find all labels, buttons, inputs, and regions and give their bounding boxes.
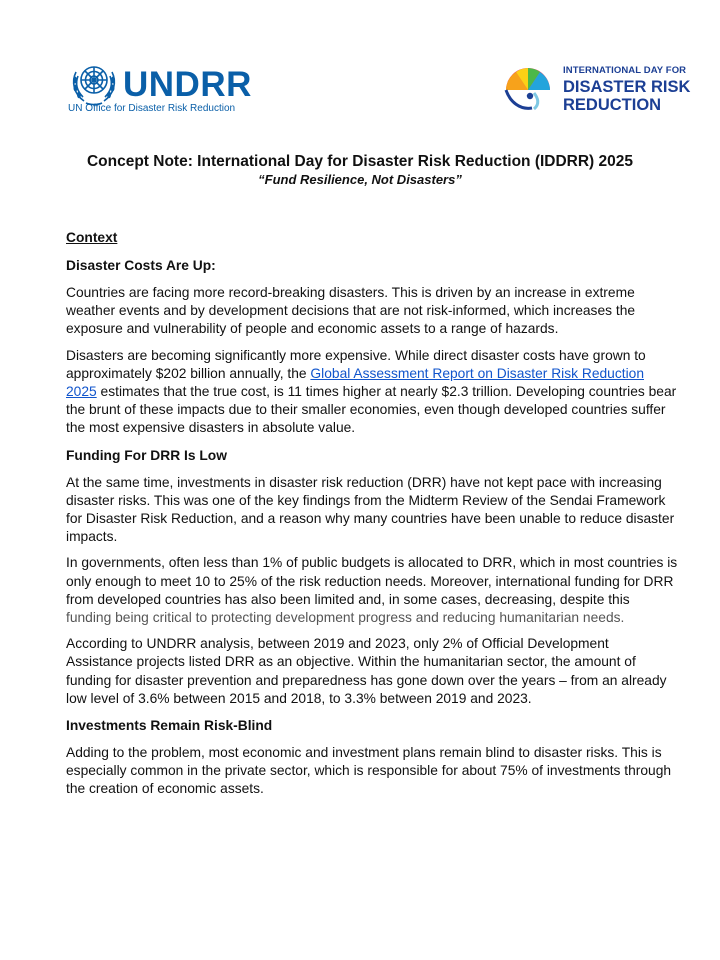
paragraph-costs-2 — [66, 347, 678, 438]
paragraph-costs-2-text-b: estimates that the true cost, is 11 times higher at nearly $2.3 trillion. Developing countries bear the brunt of these impacts due to their smaller economies, even though developed countries suffer the most expensive disasters in absolute value. — [66, 384, 677, 436]
title-block — [0, 152, 720, 188]
undrr-logo — [68, 58, 252, 118]
undrr-wordmark: UNDRR — [123, 65, 252, 104]
section-heading-context: Context — [66, 230, 118, 245]
subheading-funding: Funding For DRR Is Low — [66, 447, 227, 463]
paragraph-investments-1: Adding to the problem, most economic and investment plans remain blind to disaster risks. This is especially common in the private sector, which is responsible for about 75% of investments through the creation of economic assets. — [66, 745, 672, 797]
document-body — [66, 228, 678, 807]
paragraph-funding-3: According to UNDRR analysis, between 2019 and 2023, only 2% of Official Development Assistance projects listed DRR as an objective. Within the humanitarian sector, the amount of funding for disaster prevention and preparedness has gone down over the years – from an already low level of 3.6% between 2015 and 2018, to 3.3% between 2019 and 2023. — [66, 636, 667, 706]
paragraph-funding-2 — [66, 554, 678, 627]
iddrr-logo-line2: DISASTER RISK — [563, 78, 691, 96]
document-title: Concept Note: International Day for Disaster Risk Reduction (IDDRR) 2025 — [86, 153, 634, 170]
subheading-disaster-costs: Disaster Costs Are Up: — [66, 258, 216, 273]
paragraph-costs-1: Countries are facing more record-breaking disasters. This is driven by an increase in extreme weather events and by development decisions that are not risk-informed, which increases the exposure and vulnerability of people and economic assets to a range of hazards. — [66, 285, 636, 337]
page-header — [0, 0, 720, 130]
paragraph-funding-1: At the same time, investments in disaster risk reduction (DRR) have not kept pace with increasing disaster risks. This was one of the key findings from the Midterm Review of the Sendai Framework for Disaster Risk Reduction, and a reason why many countries have been unable to reduce disaster impacts. — [66, 474, 675, 545]
subheading-investments: Investments Remain Risk-Blind — [66, 718, 273, 734]
umbrella-icon — [500, 60, 556, 116]
gar-2025-link[interactable]: Global Assessment Report on Disaster Risk Reduction 2025 — [66, 365, 644, 400]
iddrr-logo-line3: REDUCTION — [563, 96, 662, 114]
undrr-subtitle: UN Office for Disaster Risk Reduction — [68, 103, 236, 114]
paragraph-costs-2-text-a: Disasters are becoming significantly more expensive. While direct disaster costs have grown to approximately $202 billion annually, the — [66, 347, 646, 381]
paragraph-funding-2-text: In governments, often less than 1% of public budgets is allocated to DRR, which in most countries is only enough to meet 10 to 25% of the risk reduction needs. Moreover, international funding for DRR from developed countries has also been limited and, in some cases, decreasing, despite this — [66, 555, 678, 607]
iddrr-logo-line1: INTERNATIONAL DAY FOR — [563, 65, 687, 76]
iddrr-logo — [500, 58, 691, 118]
paragraph-funding-2-muted-text: funding being critical to protecting development progress and reducing humanitarian needs. — [66, 610, 625, 626]
document-subtitle: “Fund Resilience, Not Disasters” — [258, 172, 462, 187]
